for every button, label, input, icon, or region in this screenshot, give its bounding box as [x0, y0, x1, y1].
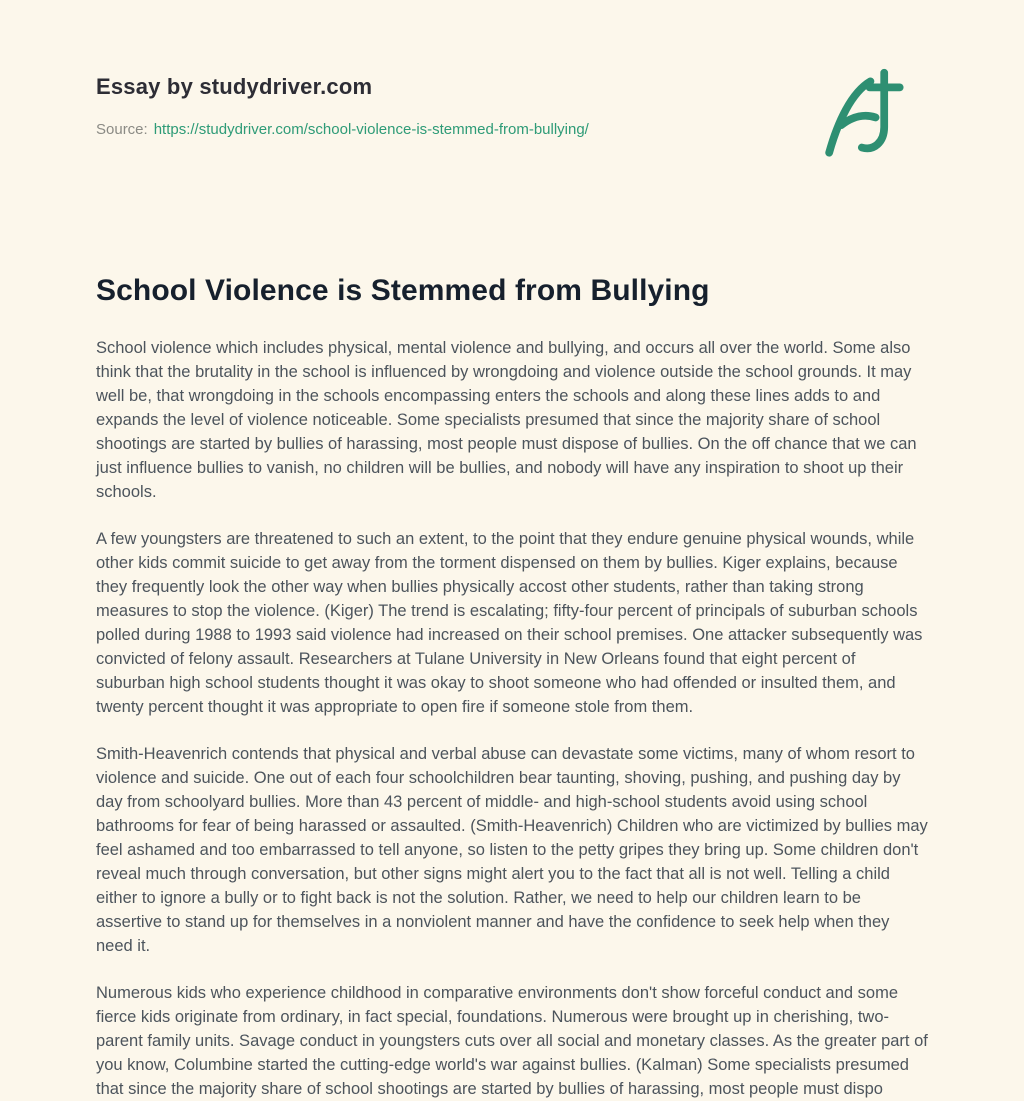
essay-body — [96, 336, 928, 1101]
studydriver-logo-icon — [824, 68, 910, 160]
source-link[interactable]: https://studydriver.com/school-violence-is-stemmed-from-bullying/ — [153, 121, 589, 138]
essay-paragraph-4: Numerous kids who experience childhood in comparative environments don't show forceful conduct and some fierce kids originate from ordinary, in fact special, foundations. Numerous were brought up in cherishing, two-parent family units. Savage conduct in youngsters cuts over all social and monetary classes. As the greater part of you know, Columbine started the cutting-edge world's war against bullies. (Kalman) Some specialists presumed that since the majority share of school shootings are started by bullies of harassing, most people must dispo — [96, 984, 928, 1098]
header-text-block — [96, 74, 589, 138]
source-label: Source: — [96, 121, 148, 138]
page-header — [96, 74, 928, 160]
source-line — [96, 121, 589, 138]
essay-paragraph-1: School violence which includes physical, mental violence and bullying, and occurs all over the world. Some also think that the brutality in the school is influenced by wrongdoing and violence outside the school grounds. It may well be, that wrongdoing in the schools encompassing enters the schools and along these lines adds to and expands the level of violence noticeable. Some specialists presumed that since the majority share of school shootings are started by bullies of harassing, most people must dispose of bullies. On the off chance that we can just influence bullies to vanish, no children will be bullies, and nobody will have any inspiration to shoot up their schools. — [96, 339, 917, 501]
essay-paragraph-3: Smith-Heavenrich contends that physical and verbal abuse can devastate some victims, many of whom resort to violence and suicide. One out of each four schoolchildren bear taunting, shoving, pushing, and pushing day by day from schoolyard bullies. More than 43 percent of middle- and high-school students avoid using school bathrooms for fear of being harassed or assaulted. (Smith-Heavenrich) Children who are victimized by bullies may feel ashamed and too embarrassed to tell anyone, so listen to the petty gripes they bring up. Some children don't reveal much through conversation, but other signs might alert you to the fact that all is not well. Telling a child either to ignore a bully or to fight back is not the solution. Rather, we need to help our children learn to be assertive to stand up for themselves in a nonviolent manner and have the confidence to seek help when they need it. — [96, 745, 928, 955]
essay-paragraph-2: A few youngsters are threatened to such an extent, to the point that they endure genuine physical wounds, while other kids commit suicide to get away from the torment dispensed on them by bullies. Kiger explains, because they frequently look the other way when bullies physically accost other students, rather than taking strong measures to stop the violence. (Kiger) The trend is escalating; fifty-four percent of principals of suburban schools polled during 1988 to 1993 said violence had increased on their school premises. One attacker subsequently was convicted of felony assault. Researchers at Tulane University in New Orleans found that eight percent of suburban high school students thought it was okay to shoot someone who had offended or insulted them, and twenty percent thought it was appropriate to open fire if someone stole from them. — [96, 530, 923, 716]
essay-title: School Violence is Stemmed from Bullying — [96, 274, 710, 307]
byline: Essay by studydriver.com — [96, 74, 373, 99]
